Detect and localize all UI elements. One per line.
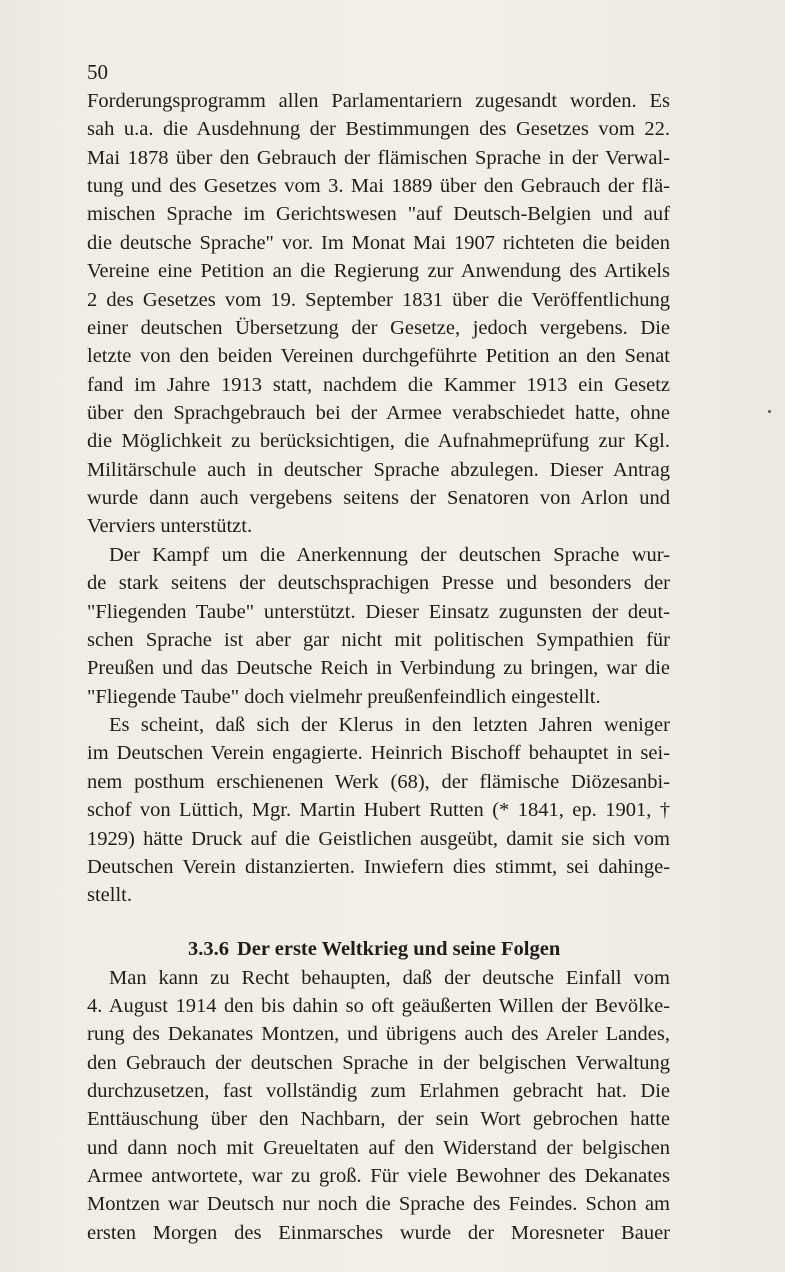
text-line: "Fliegenden Taube" unterstützt. Dieser Einsatz zugunsten der deut- [87, 601, 670, 623]
text-line: tung und des Gesetzes vom 3. Mai 1889 über den Gebrauch der flä- [87, 175, 670, 197]
text-line: Montzen war Deutsch nur noch die Sprache des Feindes. Schon am [87, 1193, 670, 1215]
text-line: ersten Morgen des Einmarsches wurde der Moresneter Bauer [87, 1222, 670, 1244]
text-line: nem posthum erschienenen Werk (68), der flämische Diözesanbi- [87, 771, 670, 793]
text-line: Es scheint, daß sich der Klerus in den letzten Jahren weniger [109, 714, 670, 736]
text-line: letzte von den beiden Vereinen durchgeführte Petition an den Senat [87, 345, 670, 367]
text-line: einer deutschen Übersetzung der Gesetze, jedoch vergebens. Die [87, 317, 670, 339]
text-line: Der Kampf um die Anerkennung der deutschen Sprache wur- [109, 544, 670, 566]
text-line: Militärschule auch in deutscher Sprache abzulegen. Dieser Antrag [87, 459, 670, 481]
text-line: Preußen und das Deutsche Reich in Verbindung zu bringen, war die [87, 657, 670, 679]
section-heading [188, 935, 560, 963]
text-line: Mai 1878 über den Gebrauch der flämischen Sprache in der Verwal- [87, 147, 670, 169]
text-line: Enttäuschung über den Nachbarn, der sein Wort gebrochen hatte [87, 1108, 670, 1130]
text-line: wurde dann auch vergebens seitens der Senatoren von Arlon und [87, 487, 670, 509]
text-line: Man kann zu Recht behaupten, daß der deutsche Einfall vom [109, 967, 670, 989]
text-line: sah u.a. die Ausdehnung der Bestimmungen des Gesetzes vom 22. [87, 118, 670, 140]
text-line: stellt. [87, 884, 132, 906]
text-line: die Möglichkeit zu berücksichtigen, die Aufnahmeprüfung zur Kgl. [87, 430, 670, 452]
text-line: den Gebrauch der deutschen Sprache in der belgischen Verwaltung [87, 1052, 670, 1074]
text-line: Armee antwortete, war zu groß. Für viele Bewohner des Dekanates [87, 1165, 670, 1187]
text-line: durchzusetzen, fast vollständig zum Erlahmen gebracht hat. Die [87, 1080, 670, 1102]
text-line: Forderungsprogramm allen Parlamentariern zugesandt worden. Es [87, 90, 670, 112]
text-line: Deutschen Verein distanzierten. Inwiefern dies stimmt, sei dahinge- [87, 856, 670, 878]
text-line: fand im Jahre 1913 statt, nachdem die Kammer 1913 ein Gesetz [87, 374, 670, 396]
text-line: Verviers unterstützt. [87, 515, 253, 537]
section-number: 3.3.6 [188, 938, 229, 960]
text-line: "Fliegende Taube" doch vielmehr preußenfeindlich eingestellt. [87, 686, 601, 708]
text-line: 4. August 1914 den bis dahin so oft geäußerten Willen der Bevölke- [87, 995, 670, 1017]
text-line: und dann noch mit Greueltaten auf den Widerstand der belgischen [87, 1137, 670, 1159]
text-line: de stark seitens der deutschsprachigen Presse und besonders der [87, 572, 670, 594]
text-line: rung des Dekanates Montzen, und übrigens auch des Areler Landes, [87, 1023, 670, 1045]
text-line: 2 des Gesetzes vom 19. September 1831 über die Veröffentlichung [87, 289, 670, 311]
text-line: die deutsche Sprache" vor. Im Monat Mai 1907 richteten die beiden [87, 232, 670, 254]
text-line: Vereine eine Petition an die Regierung zur Anwendung des Artikels [87, 260, 670, 282]
text-line: über den Sprachgebrauch bei der Armee verabschiedet hatte, ohne [87, 402, 670, 424]
text-line: schen Sprache ist aber gar nicht mit politischen Sympathien für [87, 629, 670, 651]
text-line: 1929) hätte Druck auf die Geistlichen ausgeübt, damit sie sich vom [87, 828, 670, 850]
paper-speck [768, 410, 771, 413]
section-title: Der erste Weltkrieg und seine Folgen [237, 938, 561, 960]
page-number: 50 [87, 60, 108, 84]
text-line: im Deutschen Verein engagierte. Heinrich Bischoff behauptet in sei- [87, 742, 670, 764]
text-line: schof von Lüttich, Mgr. Martin Hubert Rutten (* 1841, ep. 1901, † [87, 799, 670, 821]
text-line: mischen Sprache im Gerichtswesen "auf Deutsch-Belgien und auf [87, 203, 670, 225]
